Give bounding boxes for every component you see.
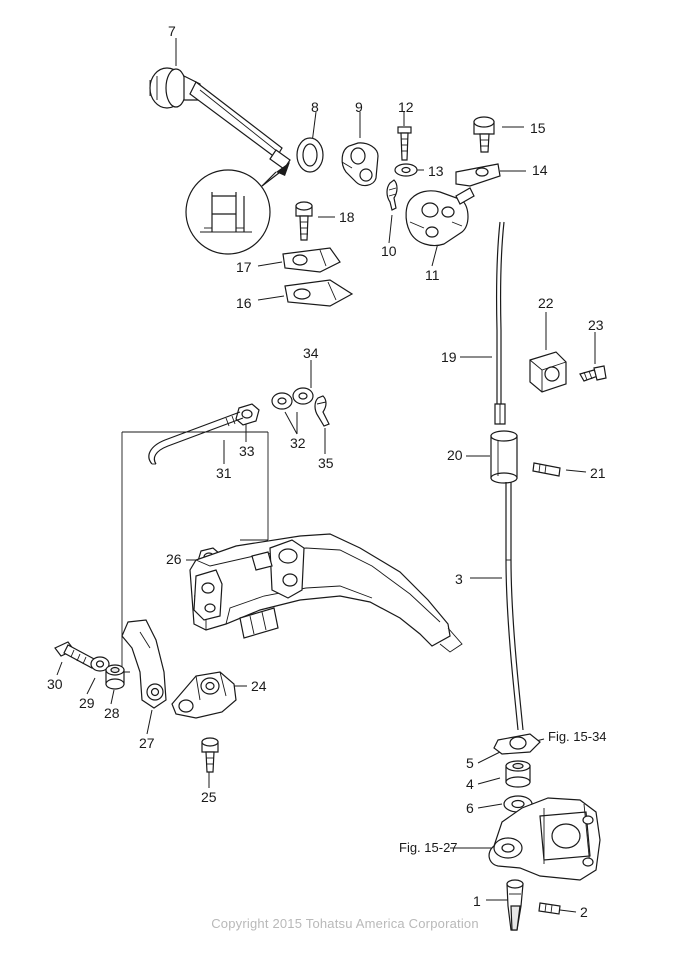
figure-ref-15-27: Fig. 15-27 [399, 840, 458, 855]
part-14-bracket-plate [456, 164, 526, 186]
callout-35: 35 [318, 455, 334, 471]
part-18-bolt [296, 202, 335, 240]
callout-8: 8 [311, 99, 319, 115]
part-15-bolt [474, 117, 524, 152]
part-10-spring-pin [387, 180, 397, 243]
callout-16: 16 [236, 295, 252, 311]
part-31-shift-link-rod [149, 412, 243, 464]
callout-19: 19 [441, 349, 457, 365]
callout-30: 30 [47, 676, 63, 692]
callout-4: 4 [466, 776, 474, 792]
detail-inset-circle [186, 162, 290, 254]
callout-18: 18 [339, 209, 355, 225]
callout-14: 14 [532, 162, 548, 178]
part-4-grommet [478, 761, 530, 787]
callout-34: 34 [303, 345, 319, 361]
part-7-shift-rod [150, 38, 290, 169]
part-9-shift-lever [342, 112, 378, 185]
part-25-bolt [202, 738, 218, 788]
callout-22: 22 [538, 295, 554, 311]
callout-10: 10 [381, 243, 397, 259]
callout-28: 28 [104, 705, 120, 721]
callout-26: 26 [166, 551, 182, 567]
callout-17: 17 [236, 259, 252, 275]
callout-25: 25 [201, 789, 217, 805]
callout-24: 24 [251, 678, 267, 694]
callout-5: 5 [466, 755, 474, 771]
callout-27: 27 [139, 735, 155, 751]
part-28-grommet [106, 665, 124, 704]
part-12-screw [398, 112, 411, 160]
part-3-shift-rod-lower [470, 482, 523, 730]
callout-20: 20 [447, 447, 463, 463]
part-16-clamp-plate [258, 280, 352, 306]
callout-32: 32 [290, 435, 306, 451]
part-34-washer [293, 360, 313, 404]
callout-23: 23 [588, 317, 604, 333]
callout-31: 31 [216, 465, 232, 481]
part-19-shift-rod-upper [460, 222, 505, 424]
part-20-coupler [466, 431, 517, 483]
callout-29: 29 [79, 695, 95, 711]
part-30-bolt [55, 642, 96, 675]
part-33-nut [236, 404, 259, 442]
figure-ref-15-34: Fig. 15-34 [548, 729, 607, 744]
callout-6: 6 [466, 800, 474, 816]
callout-13: 13 [428, 163, 444, 179]
callout-2: 2 [580, 904, 588, 920]
part-17-clamp-plate [258, 248, 340, 272]
callout-11: 11 [425, 267, 440, 283]
callout-7: 7 [168, 23, 176, 39]
part-2-roll-pin [539, 903, 576, 914]
callout-33: 33 [239, 443, 255, 459]
part-35-cotter-pin [315, 396, 329, 454]
callout-12: 12 [398, 99, 414, 115]
callout-9: 9 [355, 99, 363, 115]
part-21-coupler-pin [533, 463, 586, 476]
copyright-notice: Copyright 2015 Tohatsu America Corporation [211, 916, 479, 931]
callout-3: 3 [455, 571, 463, 587]
part-27-shift-bracket [122, 620, 166, 734]
callout-21: 21 [590, 465, 606, 481]
part-11-shift-housing [406, 188, 474, 266]
part-23-set-screw [580, 332, 606, 381]
callout-1: 1 [473, 893, 481, 909]
part-22-connector-block [530, 312, 566, 392]
part-24-shift-arm [172, 672, 247, 718]
callout-15: 15 [530, 120, 546, 136]
part-8-oil-seal [297, 112, 323, 172]
part-13-washer [395, 164, 424, 176]
part-5-bushing-plate [478, 734, 544, 763]
